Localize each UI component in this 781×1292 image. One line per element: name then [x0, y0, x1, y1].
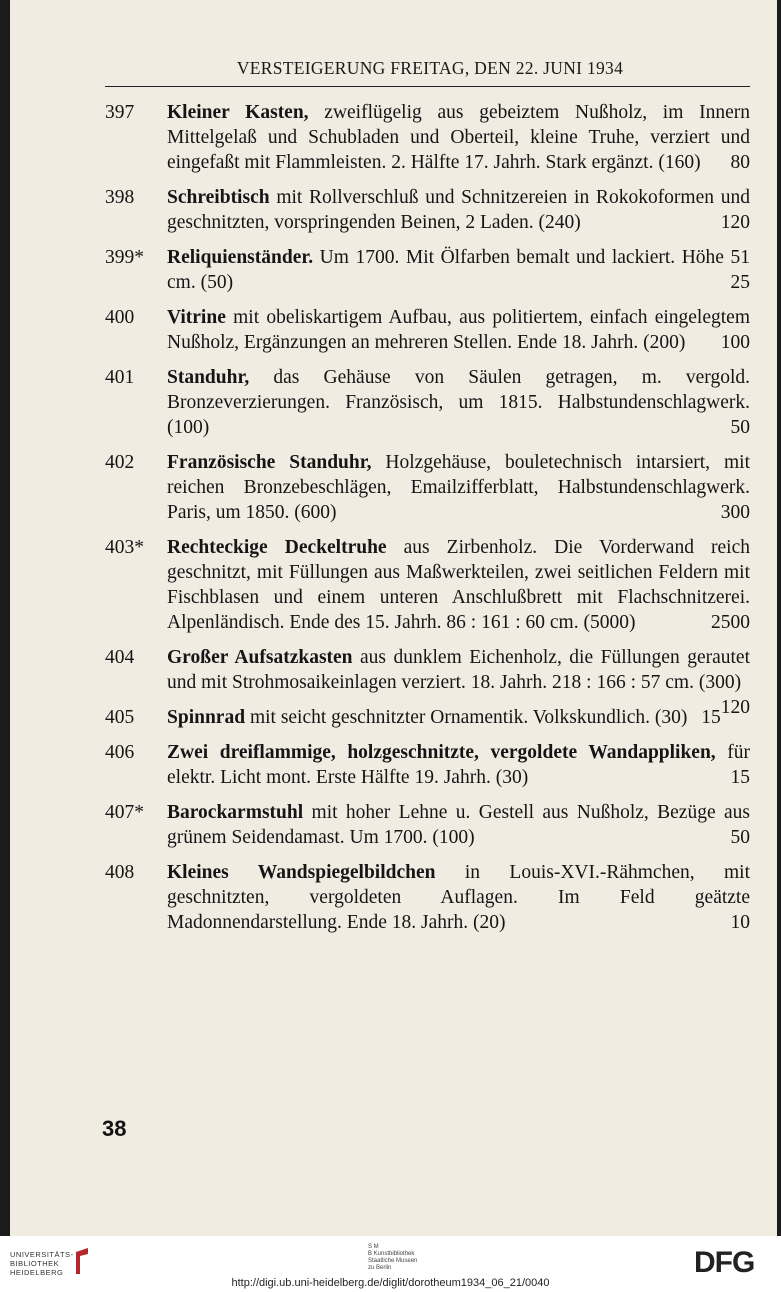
catalogue-entry [105, 305, 750, 355]
entry-text: in Louis-XVI.-Rähmchen, mit geschnitzten, vergoldeten Auflagen. Im Feld geätzte Madonnendarstellung. Ende 18. Jahrh. (20) [167, 862, 750, 933]
entry-text: aus dunklem Eichenholz, die Füllungen gerautet und mit Strohmosaikeinlagen verziert. 18. Jahrh. 218 : 166 : 57 cm. (300) [167, 647, 750, 693]
page-header: VERSTEIGERUNG FREITAG, DEN 22. JUNI 1934 [236, 58, 624, 78]
lot-number: 400 [105, 307, 135, 328]
entry-title: Barockarmstuhl [167, 802, 304, 823]
smb-logo-line: B Kunstbibliothek [368, 1251, 415, 1257]
lot-number: 405 [105, 707, 135, 728]
catalogue-entry [105, 800, 750, 850]
catalogue-entry [105, 535, 750, 635]
scanned-page [10, 0, 777, 1236]
entry-title: Spinnrad [167, 707, 246, 728]
entry-text: mit Rollverschluß und Schnitzereien in Rokokoformen und geschnitzten, vorspringenden Beinen, 2 Laden. (240) [167, 187, 750, 233]
entry-text: mit obeliskartigem Aufbau, aus politiertem, einfach eingelegtem Nußholz, Ergänzungen an mehreren Stellen. Ende 18. Jahrh. (200) [167, 307, 750, 353]
entry-price: 120 [720, 697, 750, 718]
catalogue-entry [105, 450, 750, 525]
university-library-logo[interactable] [10, 1250, 74, 1277]
entry-text: das Gehäuse von Säulen getragen, m. vergold. Bronzeverzierungen. Französisch, um 1815. Halbstundenschlagwerk. (100) [167, 367, 750, 438]
lot-number: 398 [105, 187, 135, 208]
page-number: 38 [102, 1116, 127, 1141]
entry-price: 15 [701, 707, 721, 728]
entry-text: mit seicht geschnitzter Ornamentik. Volkskundlich. (30) [245, 707, 688, 728]
entry-text: mit hoher Lehne u. Gestell aus Nußholz, Bezüge aus grünem Seidendamast. Um 1700. (100) [167, 802, 750, 848]
entry-price: 15 [730, 767, 750, 788]
entry-title: Standuhr, [167, 367, 250, 388]
viewer-footer [0, 1236, 781, 1292]
entry-text: Holzgehäuse, bouletechnisch intarsiert, mit reichen Bronzebeschlägen, Emailzifferblatt, Halbstundenschlagwerk. Paris, um 1850. (600) [167, 452, 751, 523]
catalogue-entry [105, 100, 750, 175]
catalogue-entry [105, 185, 750, 235]
catalogue-entry [105, 740, 750, 790]
entry-price: 100 [720, 332, 750, 353]
dfg-logo[interactable]: DFG [694, 1246, 755, 1279]
entry-title: Großer Aufsatzkasten [167, 647, 353, 668]
entry-title: Zwei dreiflammige, holzgeschnitzte, vergoldete Wandappliken, [167, 742, 716, 763]
entry-title: Rechteckige Deckeltruhe [167, 537, 387, 558]
entry-title: Kleiner Kasten, [167, 102, 309, 123]
entry-text: aus Zirbenholz. Die Vorderwand reich geschnitzt, mit Füllungen aus Maßwerkteilen, zwei seitlichen Feldern mit Fischblasen und einem unteren Anschlußbrett mit Flachschnitzerei. Alpenländisch. Ende des 15. Jahrh. 86 : 161 : 60 cm. (5000) [167, 537, 750, 633]
entry-title: Vitrine [167, 307, 226, 328]
lot-number: 408 [105, 862, 135, 883]
lot-number: 403* [105, 537, 144, 558]
entry-title: Französische Standuhr, [167, 452, 372, 473]
lot-number: 402 [105, 452, 135, 473]
university-mark-icon [72, 1246, 92, 1276]
smb-kunstbibliothek-logo[interactable] [368, 1244, 417, 1272]
catalogue-entries [105, 100, 750, 945]
smb-logo-line: Staatliche Museen [368, 1258, 418, 1264]
entry-title: Kleines Wandspiegelbildchen [167, 862, 436, 883]
entry-price: 50 [730, 417, 750, 438]
catalogue-entry [105, 705, 750, 730]
entry-title: Schreibtisch [167, 187, 270, 208]
entry-price: 25 [730, 272, 750, 293]
entry-title: Reliquienständer. [167, 247, 314, 268]
lot-number: 401 [105, 367, 135, 388]
uni-logo-line: BIBLIOTHEK [10, 1259, 60, 1268]
entry-text: zweiflügelig aus gebeiztem Nußholz, im Innern Mittelgelaß und Schubladen und Oberteil, kleine Truhe, verziert und eingefaßt mit Flammleisten. 2. Hälfte 17. Jahrh. Stark ergänzt. (160) [167, 102, 750, 173]
entry-text: Um 1700. Mit Ölfarben bemalt und lackiert. Höhe 51 cm. (50) [167, 247, 750, 293]
catalogue-entry [105, 860, 750, 935]
smb-logo-line: zu Berlin [368, 1265, 392, 1271]
uni-logo-line: HEIDELBERG [10, 1268, 64, 1277]
source-url-link[interactable]: http://digi.ub.uni-heidelberg.de/diglit/dorotheum1934_06_21/0040 [231, 1277, 550, 1289]
lot-number: 397 [105, 102, 135, 123]
entry-price: 10 [730, 912, 750, 933]
lot-number: 406 [105, 742, 135, 763]
uni-logo-line: UNIVERSITÄTS- [10, 1250, 74, 1259]
entry-text: für elektr. Licht mont. Erste Hälfte 19. Jahrh. (30) [167, 742, 750, 788]
entry-price: 80 [730, 152, 750, 173]
lot-number: 407* [105, 802, 144, 823]
catalogue-entry [105, 245, 750, 295]
header-rule [105, 86, 750, 87]
entry-price: 300 [720, 502, 750, 523]
lot-number: 399* [105, 247, 144, 268]
smb-logo-line: S M [368, 1244, 379, 1250]
entry-price: 120 [720, 212, 750, 233]
catalogue-entry [105, 365, 750, 440]
entry-price: 50 [730, 827, 750, 848]
lot-number: 404 [105, 647, 135, 668]
entry-price: 2500 [711, 612, 750, 633]
